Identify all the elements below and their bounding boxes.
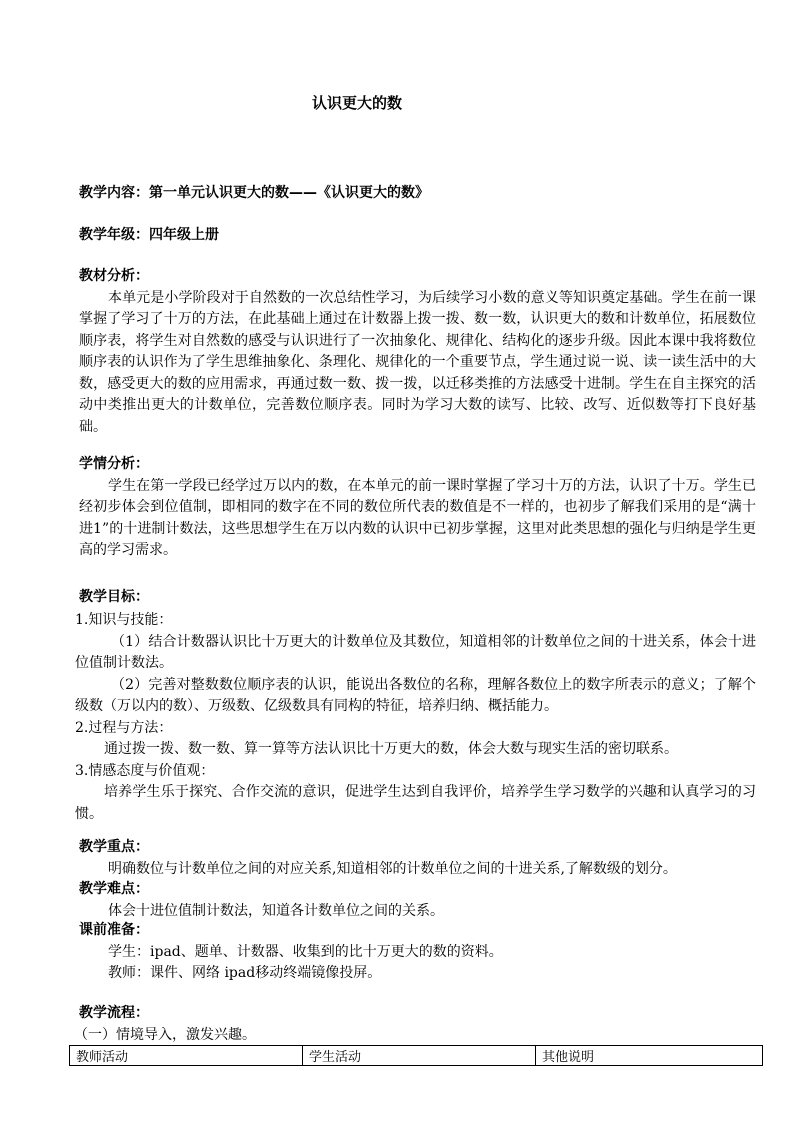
process-heading: 教学流程： (79, 1005, 149, 1021)
process-section-1 (74, 1025, 751, 1047)
teaching-grade-label: 教学年级： (79, 227, 149, 243)
knowledge-item-1: （1）结合计数器认识比十万更大的计数单位及其数位，知道相邻的计数单位之间的十进关系，体会十进位值制计数法。 (75, 633, 756, 671)
student-analysis-text: 学生在第一学段已经学过万以内的数，在本单元的前一课时掌握了学习十万的方法，认识了十万。学生已经初步体会到位值制，即相同的数字在不同的数位所代表的数值是不一样的，也初步了解我们采用的是“满十进1”的十进制计数法，这些思想学生在万以内数的认识中已初步掌握，这里对此类思想的强化与归纳是学生更高的学习需求。 (79, 477, 756, 558)
preparation-student: 学生：ipad、题单、计数器、收集到的比十万更大的数的资料。 (108, 943, 503, 960)
difficulty (79, 879, 756, 922)
header-student-activity: 学生活动 (303, 1046, 536, 1066)
table-header-row (70, 1046, 763, 1066)
teaching-grade-value: 四年级上册 (149, 227, 219, 243)
preparation-teacher: 教师：课件、网络 ipad移动终端镜像投屏。 (108, 965, 382, 981)
process-method-title: 2.过程与方法： (75, 719, 173, 736)
document-title: 认识更大的数 (311, 94, 402, 112)
key-point-text: 明确数位与计数单位之间的对应关系,知道相邻的计数单位之间的十进关系,了解数级的划分。 (108, 860, 677, 877)
difficulty-text: 体会十进位值制计数法，知道各计数单位之间的关系。 (108, 902, 444, 919)
preparation (79, 920, 756, 985)
key-point-heading: 教学重点： (79, 839, 149, 855)
teaching-grade (79, 225, 756, 247)
attitude-text: 培养学生乐于探究、合作交流的意识，促进学生达到自我评价，培养学生学习数学的兴趣和认真学习的习惯。 (75, 784, 756, 822)
knowledge-item-2: （2）完善对整数数位顺序表的认识，能说出各数位的名称，理解各数位上的数字所表示的意义；了解个级数（万以内的数）、万级数、亿级数具有同构的特征，培养归纳、概括能力。 (75, 676, 756, 714)
teaching-content (79, 183, 756, 205)
objectives-body (75, 610, 756, 825)
textbook-analysis-heading: 教材分析： (79, 268, 149, 284)
knowledge-title: 1.知识与技能： (75, 612, 173, 628)
student-analysis-heading: 学情分析： (79, 456, 149, 472)
header-other-notes: 其他说明 (536, 1046, 763, 1066)
teaching-objectives (79, 587, 756, 609)
process-table (69, 1045, 763, 1066)
teaching-content-label: 教学内容： (79, 185, 149, 201)
header-teacher-activity: 教师活动 (70, 1046, 303, 1066)
key-point (79, 837, 756, 880)
section-1-title: （一）情境导入，激发兴趣。 (74, 1027, 256, 1043)
teaching-process (79, 1003, 756, 1025)
textbook-analysis (79, 266, 756, 438)
student-analysis (79, 454, 756, 562)
teaching-content-value: 第一单元认识更大的数——《认识更大的数》 (149, 185, 429, 201)
textbook-analysis-text: 本单元是小学阶段对于自然数的一次总结性学习，为后续学习小数的意义等知识奠定基础。学生在前一课掌握了学习了十万的方法，在此基础上通过在计数器上拨一拨、数一数，认识更大的数和计数单位，拓展数位顺序表，将学生对自然数的感受与认识进行了一次抽象化、规律化、结构化的逐步升级。因此本课中我将数位顺序表的认识作为了学生思维抽象化、条理化、规律化的一个重要节点，学生通过说一说、读一读生活中的大数，感受更大的数的应用需求，再通过数一数、拨一拨，以迁移类推的方法感受十进制。学生在自主探究的活动中类推出更大的计数单位，完善数位顺序表。同时为学习大数的读写、比较、改写、近似数等打下良好基础。 (79, 289, 756, 435)
process-method-text: 通过拨一拨、数一数、算一算等方法认识比十万更大的数，体会大数与现实生活的密切联系。 (104, 741, 678, 757)
attitude-title: 3.情感态度与价值观： (75, 762, 215, 779)
difficulty-heading: 教学难点： (79, 881, 149, 897)
objectives-heading: 教学目标： (79, 589, 149, 605)
preparation-heading: 课前准备： (79, 922, 149, 938)
